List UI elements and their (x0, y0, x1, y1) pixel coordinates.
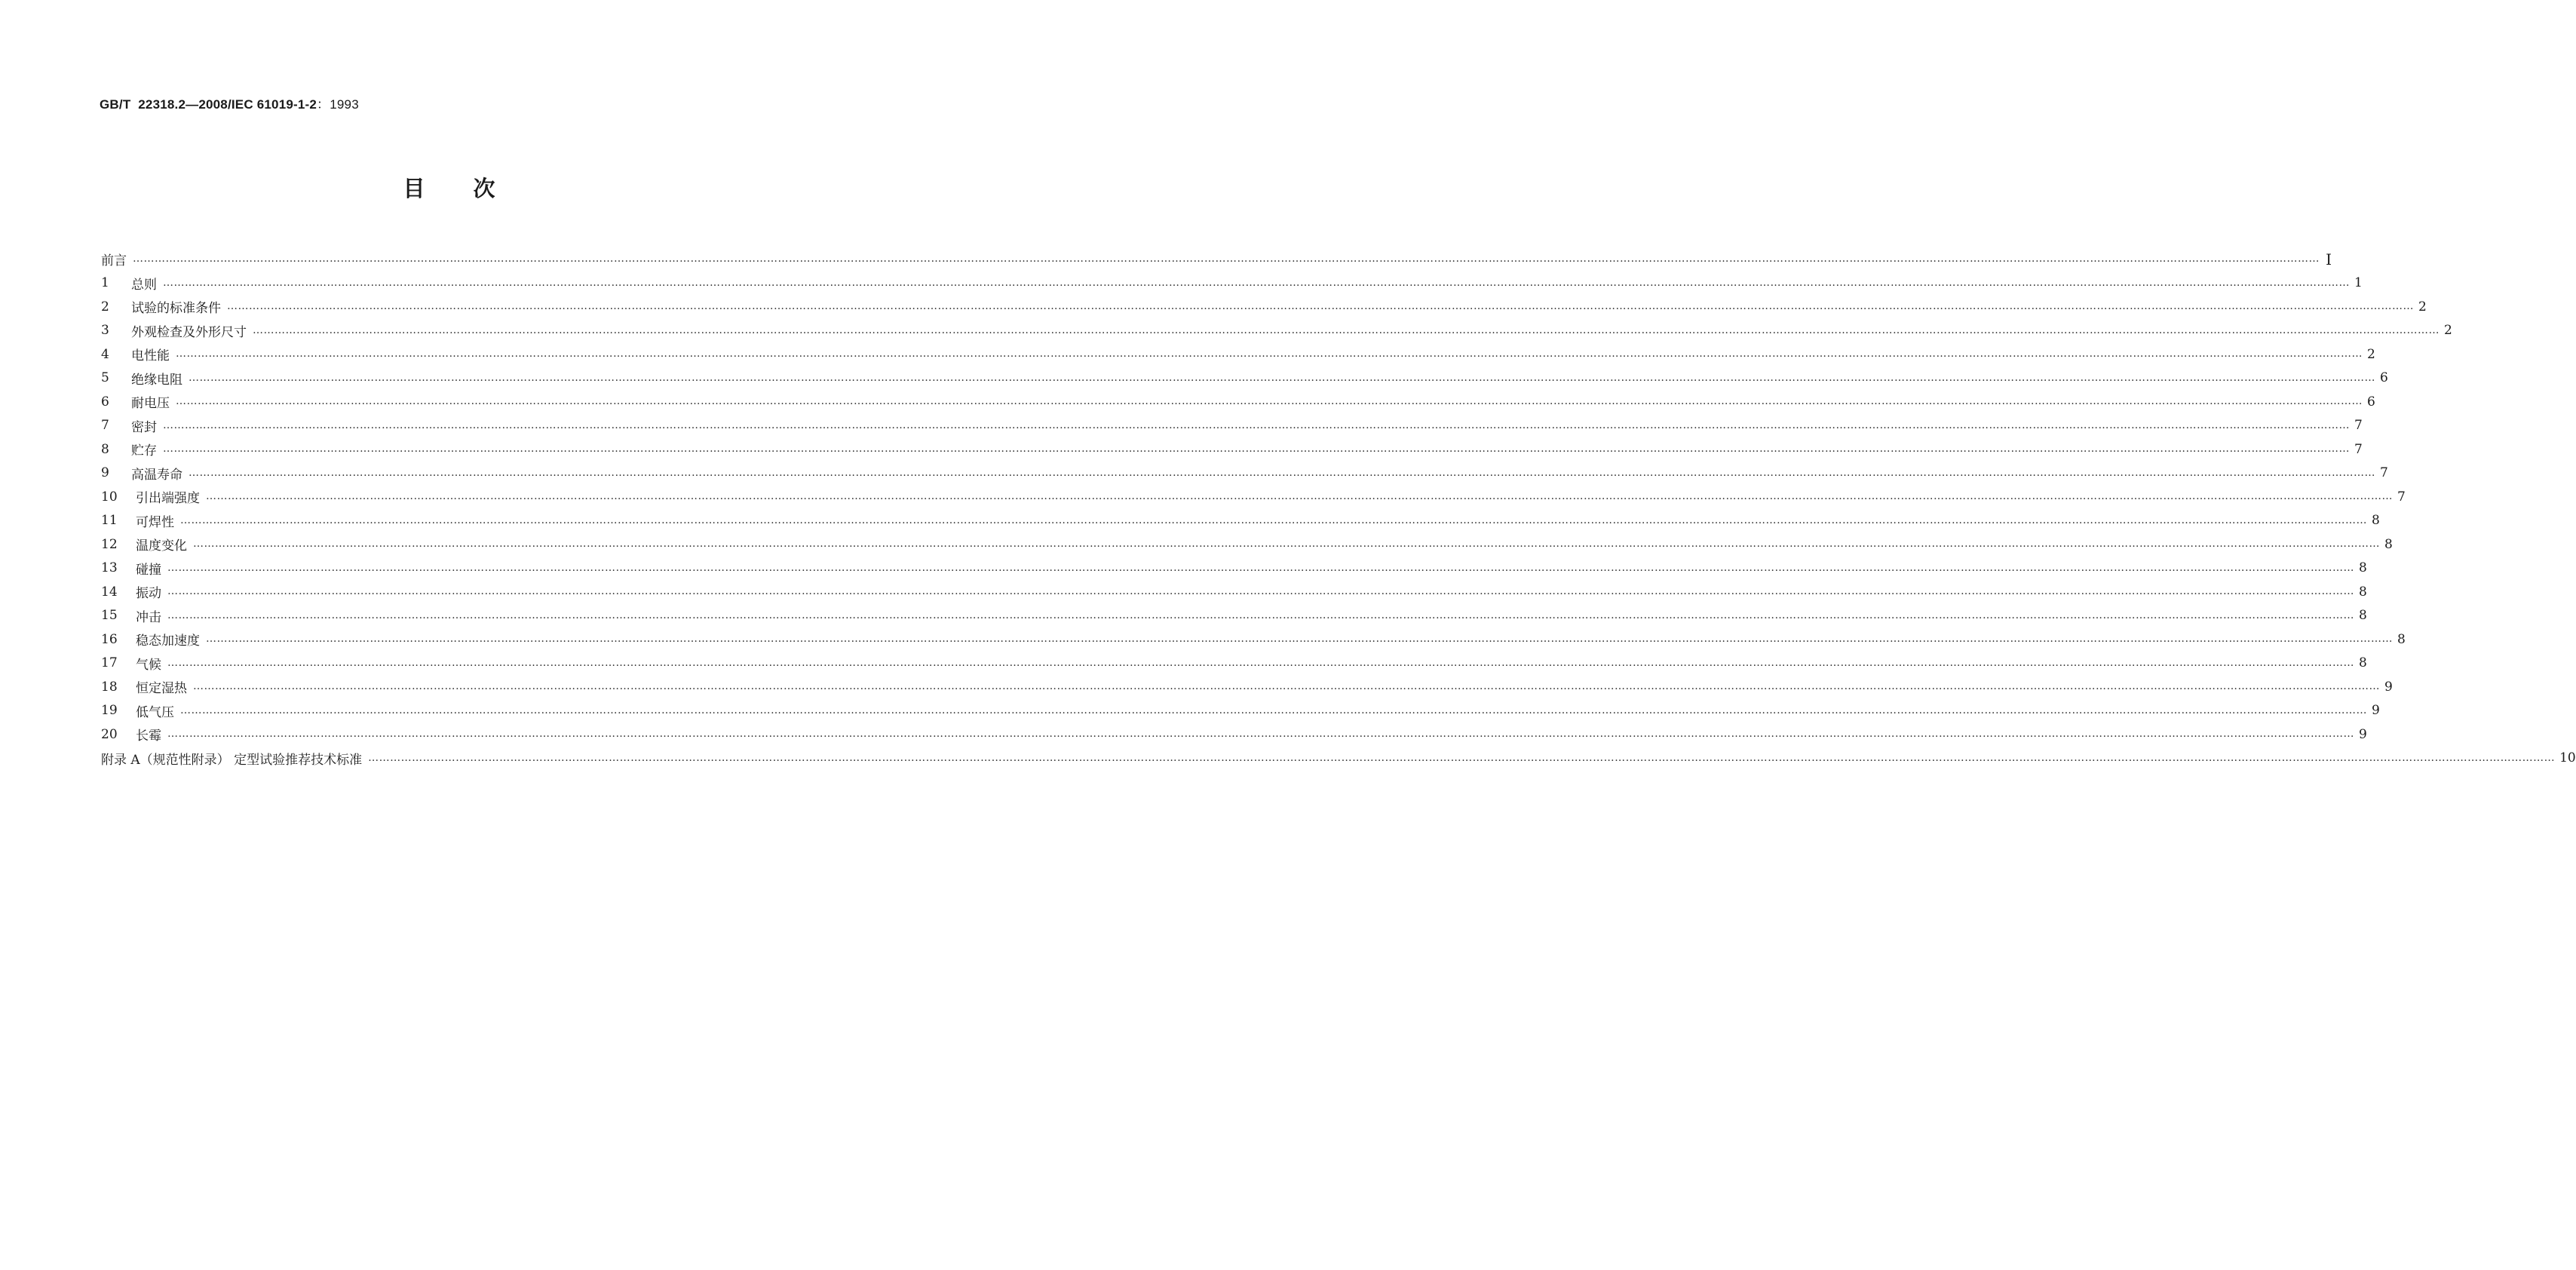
toc-entry (101, 675, 2393, 699)
toc-entry (101, 367, 2388, 391)
toc-entry (101, 414, 2363, 438)
toc-entry-label: 低气压 (136, 704, 174, 720)
toc-entry-label: 引出端强度 (136, 491, 200, 507)
toc-entry-number: 12 (101, 536, 118, 552)
dot-leader: …………………………………………………………………………………………………………………………………………………………………………………………………………………………………………………………………………………………………………………………………………………………………………………………………………………………………………………………………………………………………………………………………………………… (189, 466, 2375, 479)
toc-entry (101, 390, 2375, 414)
toc-entry-number: 7 (101, 418, 109, 434)
toc-entry (101, 509, 2380, 533)
toc-entry-label: 密封 (131, 419, 157, 435)
toc-entry-number: 4 (101, 346, 109, 362)
toc-entry (101, 532, 2393, 557)
toc-entry (101, 627, 2406, 652)
toc-entry-page: 8 (2359, 584, 2367, 600)
dot-leader: …………………………………………………………………………………………………………………………………………………………………………………………………………………………………………………………………………………………………………………………………………………………………………………………………………………………………………………………………………………………………………………………………………………… (176, 348, 2363, 360)
dot-leader: …………………………………………………………………………………………………………………………………………………………………………………………………………………………………………………………………………………………………………………………………………………………………………………………………………………………………………………………………………………………………………………………………………………… (253, 324, 2440, 336)
toc-entry (101, 747, 2576, 771)
dot-leader: …………………………………………………………………………………………………………………………………………………………………………………………………………………………………………………………………………………………………………………………………………………………………………………………………………………………………………………………………………………………………………………………………………………… (167, 728, 2354, 741)
toc-entry-number: 5 (101, 370, 109, 386)
dot-leader: …………………………………………………………………………………………………………………………………………………………………………………………………………………………………………………………………………………………………………………………………………………………………………………………………………………………………………………………………………………………………………………………………………………… (180, 704, 2367, 716)
toc-entry-page: 6 (2380, 370, 2388, 386)
toc-entry-number: 9 (101, 465, 109, 481)
toc-entry-page: 7 (2380, 465, 2388, 481)
toc-entry-page: 8 (2397, 631, 2406, 647)
toc-entry-label: 附录 A（规范性附录） 定型试验推荐技术标准 (101, 752, 363, 768)
toc-entry-number: 1 (101, 275, 109, 291)
standard-number: 22318.2—2008/IEC 61019-1-2 (138, 97, 317, 112)
dot-leader: …………………………………………………………………………………………………………………………………………………………………………………………………………………………………………………………………………………………………………………………………………………………………………………………………………………………………………………………………………………………………………………………………………………… (206, 490, 2393, 503)
toc-entry-number: 18 (101, 679, 118, 695)
toc-entry (101, 437, 2363, 462)
toc-entry-page: 7 (2354, 418, 2363, 434)
toc-entry (101, 652, 2367, 676)
dot-leader: …………………………………………………………………………………………………………………………………………………………………………………………………………………………………………………………………………………………………………………………………………………………………………………………………………………………………………………………………………………………………………………………………………………… (368, 751, 2556, 764)
toc-entry-page: 7 (2354, 441, 2363, 457)
dot-leader: …………………………………………………………………………………………………………………………………………………………………………………………………………………………………………………………………………………………………………………………………………………………………………………………………………………………………………………………………………………………………………………………………………………… (167, 585, 2354, 598)
toc-entry-label: 外观检查及外形尺寸 (131, 324, 247, 340)
dot-leader: …………………………………………………………………………………………………………………………………………………………………………………………………………………………………………………………………………………………………………………………………………………………………………………………………………………………………………………………………………………………………………………………………………………… (163, 419, 2350, 431)
toc-entry-label: 长霉 (136, 729, 161, 744)
toc-entry-page: 2 (2418, 299, 2427, 314)
toc-entry-page: 2 (2367, 346, 2375, 362)
toc-entry-label: 电性能 (131, 348, 170, 364)
page-title: 目次 (403, 176, 544, 201)
toc-entry (101, 485, 2406, 509)
dot-leader: …………………………………………………………………………………………………………………………………………………………………………………………………………………………………………………………………………………………………………………………………………………………………………………………………………………………………………………………………………………………………………………………………………………… (163, 443, 2350, 456)
dot-leader: …………………………………………………………………………………………………………………………………………………………………………………………………………………………………………………………………………………………………………………………………………………………………………………………………………………………………………………………………………………………………………………………………………………… (193, 538, 2380, 551)
toc-entry-page: 1 (2354, 275, 2363, 291)
toc-entry-page: 8 (2372, 513, 2380, 529)
toc-entry-page: 6 (2367, 394, 2375, 410)
document-code (100, 94, 359, 112)
standard-year: 1993 (330, 97, 359, 112)
toc-entry-label: 气候 (136, 657, 161, 673)
toc-entry (101, 295, 2427, 319)
toc-entry-label: 高温寿命 (131, 467, 182, 483)
toc-entry (101, 722, 2367, 747)
dot-leader: …………………………………………………………………………………………………………………………………………………………………………………………………………………………………………………………………………………………………………………………………………………………………………………………………………………………………………………………………………………………………………………………………………………… (180, 514, 2367, 526)
toc-entry (101, 271, 2363, 296)
toc-entry-label: 绝缘电阻 (131, 372, 182, 388)
dot-leader: …………………………………………………………………………………………………………………………………………………………………………………………………………………………………………………………………………………………………………………………………………………………………………………………………………………………………………………………………………………………………………………………………………………… (167, 656, 2354, 669)
standard-prefix: GB/T (100, 97, 131, 112)
toc-entry-page: 8 (2359, 560, 2367, 576)
toc-entry (101, 247, 2332, 271)
toc-entry-page: 8 (2359, 608, 2367, 624)
toc-entry-label: 试验的标准条件 (131, 301, 221, 317)
toc-entry (101, 462, 2388, 486)
toc-entry-page: 8 (2384, 536, 2393, 552)
dot-leader: …………………………………………………………………………………………………………………………………………………………………………………………………………………………………………………………………………………………………………………………………………………………………………………………………………………………………………………………………………………………………………………………………………………… (167, 561, 2354, 574)
toc-entry-number: 8 (101, 441, 109, 457)
toc-entry-page: 9 (2372, 703, 2380, 719)
toc-entry-page: 9 (2384, 679, 2393, 695)
toc-entry (101, 342, 2375, 367)
dot-leader: …………………………………………………………………………………………………………………………………………………………………………………………………………………………………………………………………………………………………………………………………………………………………………………………………………………………………………………………………………………………………………………………………………………… (227, 300, 2414, 313)
toc-entry-number: 14 (101, 584, 118, 600)
toc-entry-page: 9 (2359, 726, 2367, 742)
toc-entry-page: 10 (2559, 750, 2576, 766)
toc-entry (101, 604, 2367, 628)
toc-entry-page: 8 (2359, 655, 2367, 671)
toc-entry-label: 温度变化 (136, 538, 187, 554)
toc-entry-page: 7 (2397, 489, 2406, 505)
toc-entry-page: Ⅰ (2326, 250, 2332, 268)
toc-entry-label: 总则 (131, 277, 157, 293)
toc-entry-number: 2 (101, 299, 109, 314)
table-of-contents (101, 247, 2576, 770)
toc-entry-number: 11 (101, 513, 118, 529)
toc-entry-number: 3 (101, 323, 109, 339)
toc-entry (101, 557, 2367, 581)
toc-entry-number: 16 (101, 631, 118, 647)
toc-entry-number: 20 (101, 726, 118, 742)
dot-leader: …………………………………………………………………………………………………………………………………………………………………………………………………………………………………………………………………………………………………………………………………………………………………………………………………………………………………………………………………………………………………………………………………………………… (193, 680, 2380, 693)
dot-leader: …………………………………………………………………………………………………………………………………………………………………………………………………………………………………………………………………………………………………………………………………………………………………………………………………………………………………………………………………………………………………………………………………………………… (189, 371, 2375, 384)
toc-entry-label: 贮存 (131, 443, 157, 459)
toc-entry (101, 699, 2380, 723)
toc-entry-page: 2 (2444, 323, 2452, 339)
toc-entry-label: 稳态加速度 (136, 633, 200, 649)
toc-entry-number: 15 (101, 608, 118, 624)
toc-entry-number: 6 (101, 394, 109, 410)
toc-entry-label: 前言 (101, 253, 127, 269)
toc-entry-number: 17 (101, 655, 118, 671)
toc-entry-number: 10 (101, 489, 118, 505)
toc-entry (101, 319, 2452, 343)
toc-entry-label: 冲击 (136, 609, 161, 625)
toc-entry-label: 碰撞 (136, 562, 161, 578)
dot-leader: …………………………………………………………………………………………………………………………………………………………………………………………………………………………………………………………………………………………………………………………………………………………………………………………………………………………………………………………………………………………………………………………………………………… (206, 633, 2393, 646)
toc-entry-label: 可焊性 (136, 514, 174, 530)
dot-leader: …………………………………………………………………………………………………………………………………………………………………………………………………………………………………………………………………………………………………………………………………………………………………………………………………………………………………………………………………………………………………………………………………………………… (176, 395, 2363, 408)
toc-entry (101, 580, 2367, 604)
dot-leader: …………………………………………………………………………………………………………………………………………………………………………………………………………………………………………………………………………………………………………………………………………………………………………………………………………………………………………………………………………………………………………………………………………………… (167, 609, 2354, 621)
dot-leader: …………………………………………………………………………………………………………………………………………………………………………………………………………………………………………………………………………………………………………………………………………………………………………………………………………………………………………………………………………………………………………………………………………………… (133, 253, 2320, 265)
toc-entry-label: 恒定湿热 (136, 681, 187, 697)
dot-leader: …………………………………………………………………………………………………………………………………………………………………………………………………………………………………………………………………………………………………………………………………………………………………………………………………………………………………………………………………………………………………………………………………………………… (163, 276, 2350, 289)
toc-entry-label: 耐电压 (131, 396, 170, 412)
standard-separator: ： (317, 97, 330, 112)
toc-entry-label: 振动 (136, 586, 161, 602)
toc-entry-number: 13 (101, 560, 118, 576)
toc-entry-number: 19 (101, 703, 118, 719)
